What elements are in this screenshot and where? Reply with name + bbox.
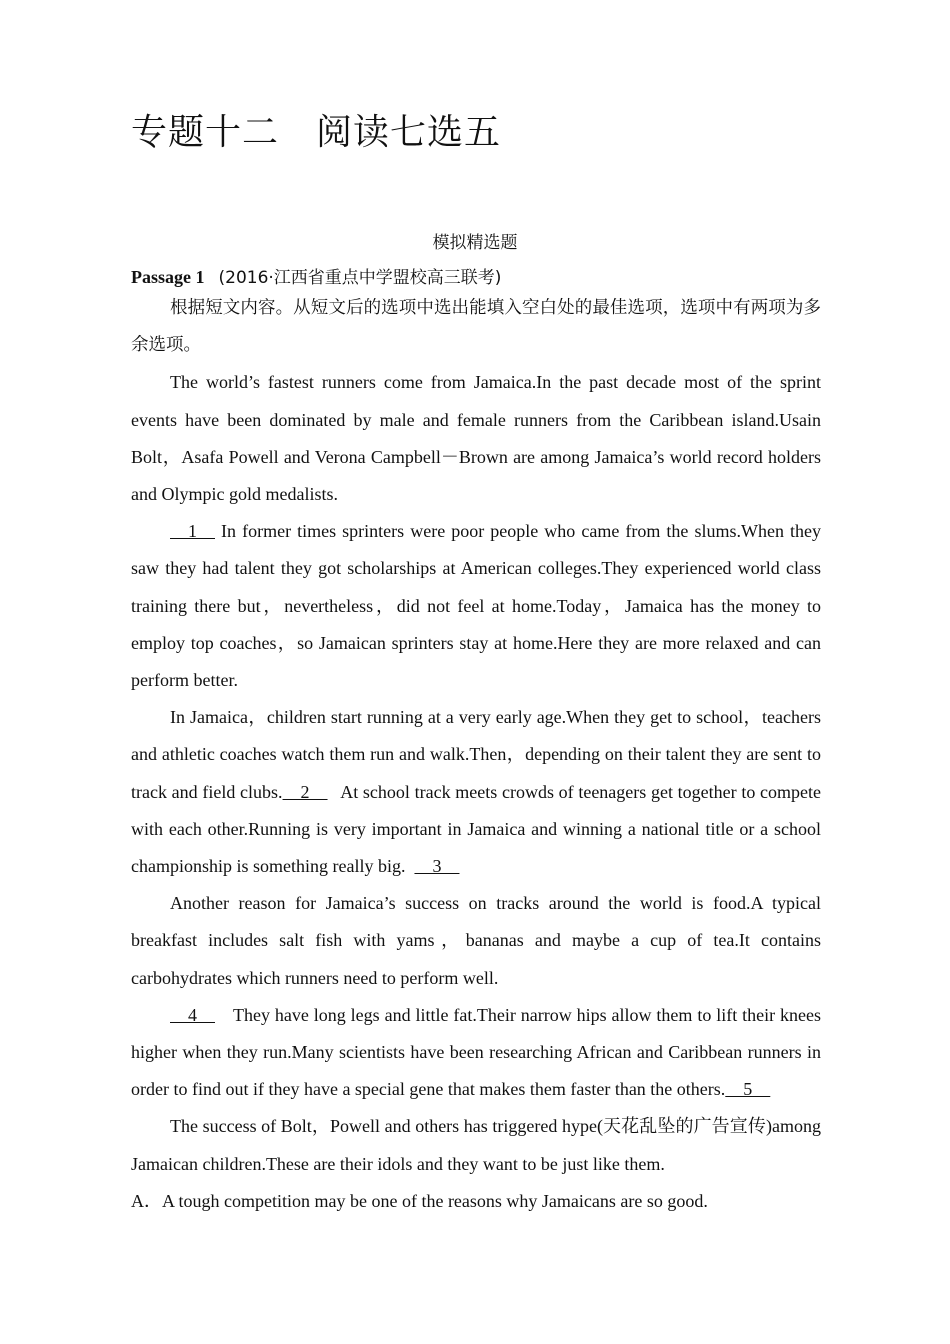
instruction: 根据短文内容。从短文后的选项中选出能填入空白处的最佳选项，选项中有两项为多余选项。 <box>131 298 821 356</box>
paragraph-1: The world’s fastest runners come from Jamaica.In the past decade most of the sprint events have been dominated by male and female runners from the Caribbean island.Usain Bolt，Asafa Powell and Verona Campbell－Brown are among Jamaica’s world record holders and Olympic gold medalists. <box>131 372 821 505</box>
blank-5: 5 <box>725 1079 771 1100</box>
blank-3: 3 <box>414 856 460 877</box>
blank-2: 2 <box>282 781 328 802</box>
paragraph-4: Another reason for Jamaica’s success on tracks around the world is food.A typical breakfast includes salt fish with yams，bananas and maybe a cup of tea.It contains carbohydrates which runners need to perform well. <box>131 893 821 988</box>
passage-label: Passage 1 <box>131 267 205 287</box>
paragraph-2-text: In former times sprinters were poor people who came from the slums.When they saw they had talent they got scholarships at American colleges.They experienced world class training there but，nevertheless，did not feel at home.Today，Jamaica has the money to employ top coaches，so Jamaican sprinters stay at home.Here they are more relaxed and can perform better. <box>131 521 821 691</box>
passage-source: (2016·江西省重点中学盟校高三联考) <box>218 268 502 288</box>
paragraph-3-text-b: At school track meets crowds of teenagers get together to compete with each other.Running is very important in Jamaica and winning a national title or a school championship is something really big. <box>131 781 821 877</box>
paragraph-5 <box>131 997 821 1109</box>
paragraph-6: The success of Bolt，Powell and others has triggered hype(天花乱坠的广告宣传)among Jamaican children.These are their idols and they want to be just like them. <box>131 1116 821 1174</box>
blank-1: 1 <box>170 521 215 542</box>
blank-4: 4 <box>170 1004 215 1025</box>
passage-body <box>131 290 821 1220</box>
option-a: A．A tough competition may be one of the reasons why Jamaicans are so good. <box>131 1190 708 1211</box>
paragraph-3-text-a: In Jamaica，children start running at a very early age.When they get to school，teachers and athletic coaches watch them run and walk.Then，depending on their talent they are sent to track and field clubs. <box>131 707 821 802</box>
page-title: 专题十二 阅读七选五 <box>131 112 502 153</box>
paragraph-3 <box>131 699 821 885</box>
paragraph-5-text: They have long legs and little fat.Their narrow hips allow them to lift their knees higher when they run.Many scientists have been researching African and Caribbean runners in order to find out if they have a special gene that makes them faster than the others. <box>131 1004 821 1100</box>
paragraph-2 <box>131 513 821 699</box>
passage-header <box>131 263 501 288</box>
section-subtitle: 模拟精选题 <box>432 233 518 253</box>
